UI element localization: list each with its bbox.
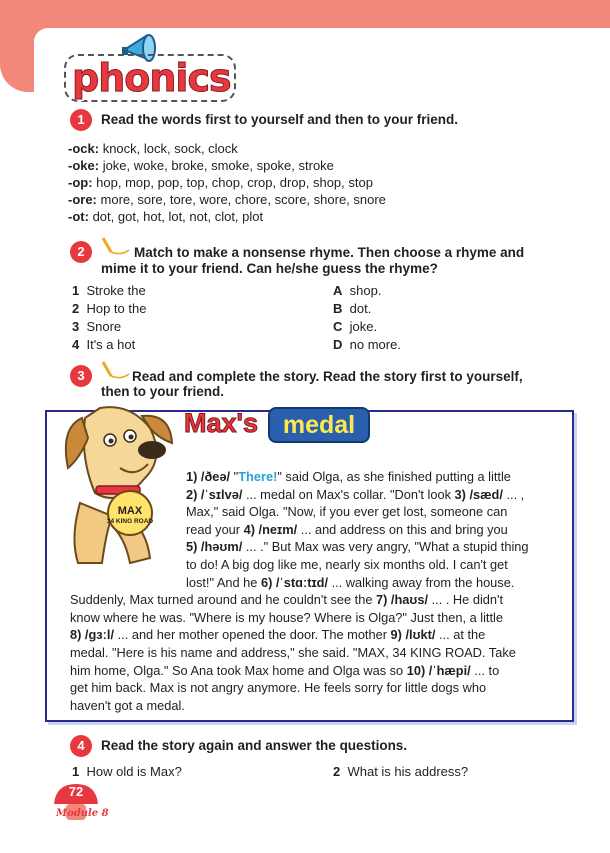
story-line: read your 4) /neɪm/ ... and address on this and bring you — [186, 521, 508, 537]
module-label: Module 8 — [56, 808, 109, 819]
exercise-3-instruction-line1: Read and complete the story. Read the story first to yourself, — [132, 369, 523, 384]
match-left-item: 1 Stroke the — [72, 283, 146, 298]
word-row: -ock: knock, lock, sock, clock — [68, 141, 238, 156]
exercise-number-3: 3 — [70, 365, 92, 387]
story-line: 8) /gɜːl/ ... and her mother opened the door. The mother 9) /lʊkt/ ... at the — [70, 627, 486, 643]
exercise-1-instruction: Read the words first to yourself and then to your friend. — [101, 112, 459, 127]
story-title-max: Max's — [184, 408, 258, 438]
word-row: -op: hop, mop, pop, top, chop, crop, drop, shop, stop — [68, 175, 373, 190]
story-line: him home, Olga." So Ana took Max home and Olga was so 10) /ˈhæpi/ ... to — [70, 662, 500, 678]
match-right-item: C joke. — [333, 319, 378, 334]
collar-tag-address: 34 KING ROAD — [106, 518, 154, 525]
story-line: 5) /həʊm/ ... ." But Max was very angry, "What a stupid thing — [186, 539, 529, 555]
exercise-2-instruction-line2: mime it to your friend. Can he/she guess the rhyme? — [101, 261, 438, 276]
question-item: 2 What is his address? — [333, 764, 469, 779]
page-number: 72 — [68, 784, 84, 799]
exercise-number-1: 1 — [70, 109, 92, 131]
exercise-number-2: 2 — [70, 241, 92, 263]
story-line: to do! A big dog like me, nearly six months old. I can't get — [186, 557, 508, 572]
story-line: Suddenly, Max turned around and he couldn't see the 7) /haʊs/ ... . He didn't — [70, 592, 504, 608]
exercise-2-instruction-line1: Match to make a nonsense rhyme. Then choose a rhyme and — [134, 245, 525, 260]
phonics-logo: phonics — [72, 56, 231, 100]
story-line: lost!" And he 6) /ˈstɑːtɪd/ ... walking away from the house. — [186, 574, 515, 590]
collar-tag-name: MAX — [117, 505, 143, 517]
word-row: -ot: dot, got, hot, lot, not, clot, plot — [68, 209, 264, 224]
match-left-item: 3 Snore — [72, 319, 122, 334]
exercise-4-instruction: Read the story again and answer the questions. — [101, 738, 408, 753]
story-line: 1) /ðeə/ "There!" said Olga, as she finished putting a little — [186, 469, 511, 484]
story-line: get him back. Max is not angry anymore. He feels sorry for little dogs who — [70, 680, 487, 696]
dog-illustration — [50, 398, 180, 568]
story-line: Max," said Olga. "Now, if you ever get lost, someone can — [186, 504, 508, 520]
exercise-3-instruction-line2: then to your friend. — [101, 384, 224, 399]
story-line: 2) /ˈsɪlvə/ ... medal on Max's collar. "Don't look 3) /sæd/ ... , — [186, 486, 525, 502]
story-title-medal: medal — [268, 407, 370, 443]
word-row: -oke: joke, woke, broke, smoke, spoke, stroke — [68, 158, 334, 173]
pencil-icon — [101, 236, 131, 256]
story-line: medal. "Here is his name and address," she said. "MAX, 34 KING ROAD. Take — [70, 645, 516, 660]
question-item: 1 How old is Max? — [72, 764, 182, 779]
word-row: -ore: more, sore, tore, wore, chore, score, shore, snore — [68, 192, 386, 207]
exercise-number-4: 4 — [70, 735, 92, 757]
story-line: know where he was. "Where is my house? Where is Olga?" Just then, a little — [70, 609, 503, 625]
match-left-item: 4 It's a hot — [72, 337, 136, 352]
match-right-item: D no more. — [333, 337, 401, 352]
match-right-item: A shop. — [333, 283, 382, 298]
pencil-icon — [101, 360, 131, 380]
story-line: haven't got a medal. — [70, 697, 185, 713]
match-right-item: B dot. — [333, 301, 372, 316]
match-left-item: 2 Hop to the — [72, 301, 147, 316]
